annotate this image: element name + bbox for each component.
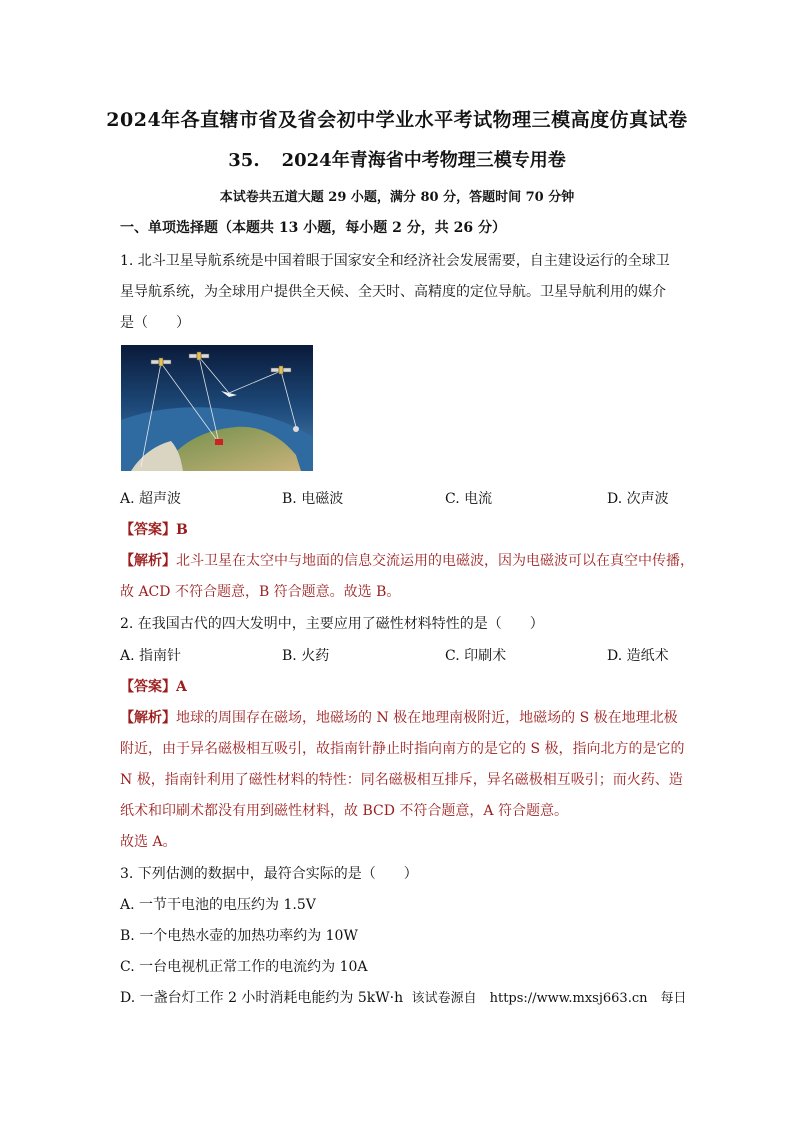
q1-answer-label: 【答案】 xyxy=(120,522,176,538)
paper-subtitle: 2024年青海省中考物理三模专用卷 xyxy=(281,150,566,171)
q3-stem: 3. 下列估测的数据中，最符合实际的是（ ） xyxy=(120,866,418,882)
q2-option-a: A. 指南针 xyxy=(120,648,182,664)
q1-analysis-label: 【解析】 xyxy=(120,553,176,569)
q1-stem-line2: 星导航系统，为全球用户提供全天候、全天时、高精度的定位导航。卫星导航利用的媒介 xyxy=(120,284,666,300)
q2-answer-value: A xyxy=(176,679,187,695)
q1-stem-line1: 1. 北斗卫星导航系统是中国着眼于国家安全和经济社会发展需要，自主建设运行的全球卫 xyxy=(120,253,670,269)
q2-option-d: D. 造纸术 xyxy=(607,648,669,664)
q2-analysis-line5: 故选 A。 xyxy=(120,834,177,850)
q1-option-d: D. 次声波 xyxy=(607,491,669,507)
satellite-navigation-image xyxy=(121,345,313,471)
q2-analysis-line1 xyxy=(120,707,678,727)
q1-analysis-line1 xyxy=(120,550,694,570)
q3-option-d-row xyxy=(120,987,686,1007)
exam-info: 本试卷共五道大题 29 小题，满分 80 分，答题时间 70 分钟 xyxy=(219,190,575,205)
q1-analysis-line2: 故 ACD 不符合题意，B 符合题意。故选 B。 xyxy=(120,584,401,600)
q3-option-b: B. 一个电热水壶的加热功率约为 10W xyxy=(120,928,358,944)
q2-analysis-line2: 附近，由于异名磁极相互吸引，故指南针静止时指向南方的是它的 S 极，指向北方的是它的 xyxy=(120,741,685,757)
q2-option-b: B. 火药 xyxy=(282,648,330,664)
q2-answer xyxy=(120,676,187,696)
q1-option-a: A. 超声波 xyxy=(120,491,182,507)
q2-answer-label: 【答案】 xyxy=(120,679,176,695)
q2-analysis-line3: N 极，指南针利用了磁性材料的特性：同名磁极相互排斥，异名磁极相互吸引；而火药、造 xyxy=(120,772,683,788)
paper-title xyxy=(0,146,794,172)
exam-title: 2024年各直辖市省及省会初中学业水平考试物理三模高度仿真试卷 xyxy=(106,109,688,131)
q2-analysis-text1: 地球的周围存在磁场，地磁场的 N 极在地理南极附近，地磁场的 S 极在地理北极 xyxy=(176,710,678,726)
q1-answer xyxy=(120,519,188,539)
paper-number: 35. xyxy=(228,150,260,171)
q2-option-c: C. 印刷术 xyxy=(445,648,507,664)
q3-option-d: D. 一盏台灯工作 2 小时消耗电能约为 5kW·h xyxy=(120,990,404,1006)
q1-option-c: C. 电流 xyxy=(445,491,493,507)
source-watermark: 该试卷源自 https://www.mxsj663.cn 每日 xyxy=(411,991,687,1006)
section-heading: 一、单项选择题（本题共 13 小题，每小题 2 分，共 26 分） xyxy=(120,220,506,236)
q2-analysis-label: 【解析】 xyxy=(120,710,176,726)
q3-option-a: A. 一节干电池的电压约为 1.5V xyxy=(120,897,316,913)
q1-analysis-text1: 北斗卫星在太空中与地面的信息交流运用的电磁波，因为电磁波可以在真空中传播， xyxy=(176,553,694,569)
q1-stem-line3: 是（ ） xyxy=(120,315,190,331)
q3-option-c: C. 一台电视机正常工作的电流约为 10A xyxy=(120,959,368,975)
q2-stem: 2. 在我国古代的四大发明中，主要应用了磁性材料特性的是（ ） xyxy=(120,616,544,632)
q1-answer-value: B xyxy=(176,522,188,538)
q1-option-b: B. 电磁波 xyxy=(282,491,344,507)
q2-analysis-line4: 纸术和印刷术都没有用到磁性材料，故 BCD 不符合题意，A 符合题意。 xyxy=(120,803,568,819)
